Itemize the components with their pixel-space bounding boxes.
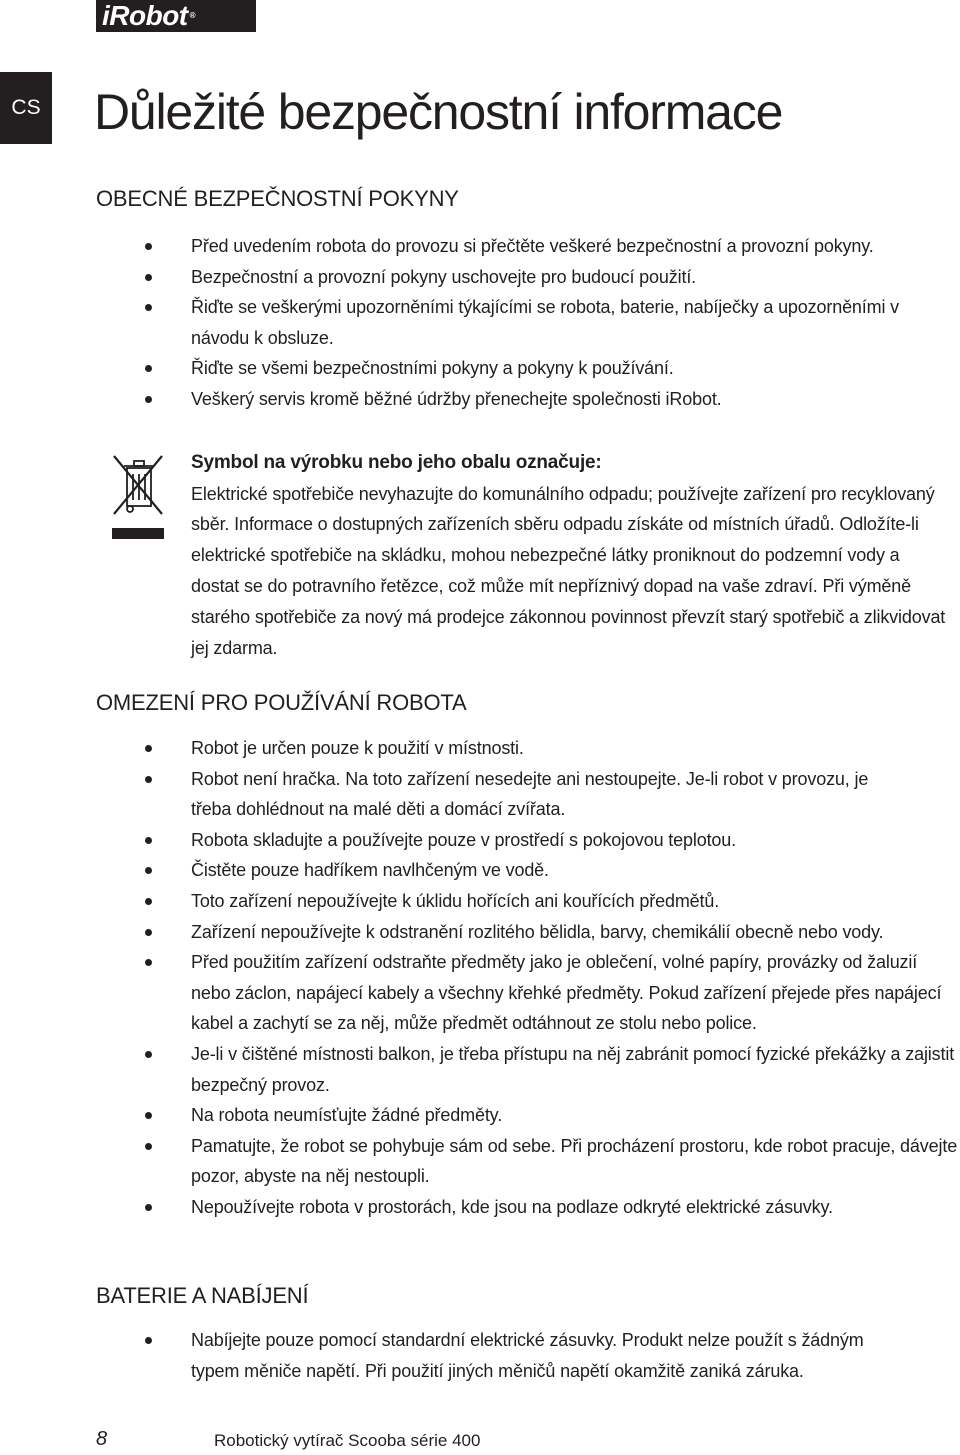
bullet-icon bbox=[145, 776, 152, 783]
list-item: Čistěte pouze hadříkem navlhčeným ve vodě. bbox=[0, 855, 960, 886]
bullet-icon bbox=[145, 274, 152, 281]
list-item: Na robota neumísťujte žádné předměty. bbox=[0, 1100, 960, 1131]
footer-product-title: Robotický vytírač Scooba série 400 bbox=[214, 1431, 481, 1450]
bullet-icon bbox=[145, 1204, 152, 1211]
section-heading-general: OBECNÉ BEZPEČNOSTNÍ POKYNY bbox=[96, 186, 459, 211]
bullet-icon bbox=[145, 304, 152, 311]
weee-body: Elektrické spotřebiče nevyhazujte do komunálního odpadu; používejte zařízení pro recyklovaný sběr. Informace o dostupných zařízeních sběru odpadu získáte od místních úřadů. Odložíte-li elektrické spotřebiče na skládku, mohou nebezpečné látky proniknout do podzemní vody a dostat se do potravního řetězce, což může mít nepříznivý dopad na vaše zdraví. Při výměně starého spotřebiče za nový má prodejce zákonnou povinnost převzít starý spotřebič a zlikvidovat jej zdarma. bbox=[191, 483, 946, 658]
list-item: Před uvedením robota do provozu si přečtěte veškeré bezpečnostní a provozní pokyny. bbox=[0, 231, 960, 262]
list-item: Nabíjejte pouze pomocí standardní elektrické zásuvky. Produkt nelze použít s žádným typem měniče napětí. Při použití jiných měničů napětí okamžitě zaniká záruka. bbox=[0, 1325, 960, 1386]
bullet-icon bbox=[145, 396, 152, 403]
list-item: Robota skladujte a používejte pouze v prostředí s pokojovou teplotou. bbox=[0, 825, 960, 856]
general-list bbox=[0, 231, 960, 415]
list-item: Toto zařízení nepoužívejte k úklidu hořících ani kouřících předmětů. bbox=[0, 886, 960, 917]
bullet-icon bbox=[145, 929, 152, 936]
bullet-icon bbox=[145, 898, 152, 905]
bullet-icon bbox=[145, 745, 152, 752]
list-item: Nepoužívejte robota v prostorách, kde jsou na podlaze odkryté elektrické zásuvky. bbox=[0, 1192, 960, 1223]
bullet-icon bbox=[145, 837, 152, 844]
battery-list bbox=[0, 1325, 960, 1386]
irobot-logo bbox=[96, 0, 256, 32]
list-item: Řiďte se veškerými upozorněními týkajícími se robota, baterie, nabíječky a upozorněními v návodu k obsluze. bbox=[0, 292, 960, 353]
bullet-icon bbox=[145, 867, 152, 874]
weee-heading: Symbol na výrobku nebo jeho obalu označuje: bbox=[191, 452, 602, 473]
bullet-icon bbox=[145, 1143, 152, 1150]
language-tab: CS bbox=[0, 72, 52, 144]
bullet-icon bbox=[145, 1112, 152, 1119]
list-item: Veškerý servis kromě běžné údržby přenechejte společnosti iRobot. bbox=[0, 384, 960, 415]
page-number: 8 bbox=[96, 1428, 108, 1450]
list-item: Bezpečnostní a provozní pokyny uschovejte pro budoucí použití. bbox=[0, 262, 960, 293]
section-heading-usage: OMEZENÍ PRO POUŽÍVÁNÍ ROBOTA bbox=[96, 690, 467, 715]
page-title: Důležité bezpečnostní informace bbox=[94, 84, 783, 140]
bullet-icon bbox=[145, 1337, 152, 1344]
bullet-icon bbox=[145, 243, 152, 250]
logo-trademark: ® bbox=[189, 11, 196, 20]
bullet-icon bbox=[145, 959, 152, 966]
list-item: Řiďte se všemi bezpečnostními pokyny a pokyny k používání. bbox=[0, 353, 960, 384]
list-item: Robot je určen pouze k použití v místnosti. bbox=[0, 733, 960, 764]
crossed-out-wheelie-bin-icon bbox=[110, 452, 166, 542]
weee-notice bbox=[191, 448, 951, 663]
bullet-icon bbox=[145, 365, 152, 372]
section-heading-battery: BATERIE A NABÍJENÍ bbox=[96, 1283, 309, 1308]
list-item: Je-li v čištěné místnosti balkon, je třeba přístupu na něj zabránit pomocí fyzické překážky a zajistit bezpečný provoz. bbox=[0, 1039, 960, 1100]
usage-list bbox=[0, 733, 960, 1223]
list-item: Robot není hračka. Na toto zařízení nesedejte ani nestoupejte. Je-li robot v provozu, je třeba dohlédnout na malé děti a domácí zvířata. bbox=[0, 764, 960, 825]
list-item: Před použitím zařízení odstraňte předměty jako je oblečení, volné papíry, provázky od žaluzií nebo záclon, napájecí kabely a všechny křehké předměty. Pokud zařízení přejede přes napájecí kabel a zachytí se za něj, může předmět odtáhnout ze stolu nebo police. bbox=[0, 947, 960, 1039]
logo-text: iRobot bbox=[102, 0, 188, 31]
bullet-icon bbox=[145, 1051, 152, 1058]
list-item: Pamatujte, že robot se pohybuje sám od sebe. Při procházení prostoru, kde robot pracuje, dávejte pozor, abyste na něj nestoupli. bbox=[0, 1131, 960, 1192]
list-item: Zařízení nepoužívejte k odstranění rozlitého bělidla, barvy, chemikálií obecně nebo vody. bbox=[0, 917, 960, 948]
